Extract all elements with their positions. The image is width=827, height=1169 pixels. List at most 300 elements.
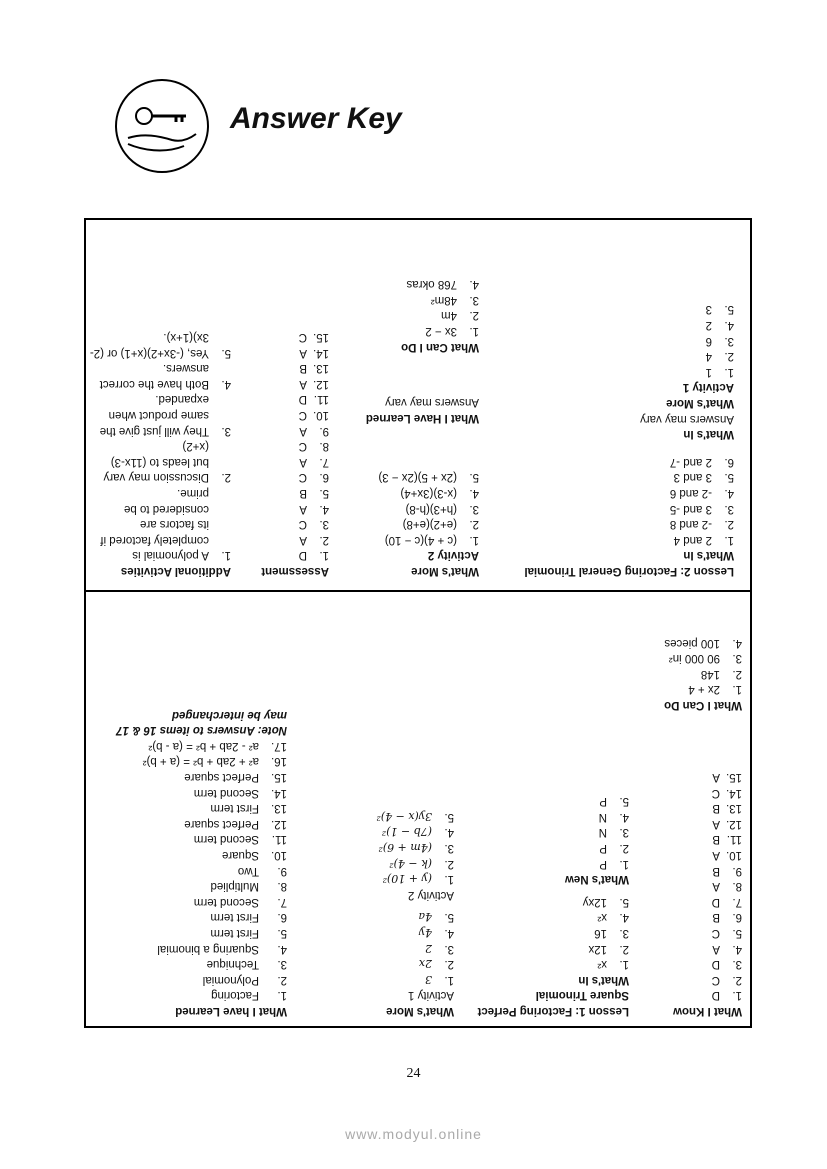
list-item [261,406,329,422]
item-number: 13. [313,362,329,375]
item-number: 10. [271,849,287,862]
whats-more-section [376,808,454,1018]
list-item [107,909,287,925]
item-answer: 1 [705,365,712,378]
list-item [376,839,454,855]
list-item [376,909,454,925]
item-number: 7. [277,895,287,908]
item-number: 8. [277,880,287,893]
item-number: 1. [444,873,454,886]
item-answer: A [299,424,307,437]
note: Note: Answers to items 16 & 17 may be interchanged [116,708,287,737]
item-answer: D [711,958,720,971]
item-number: 2. [724,518,734,531]
key-in-hand-icon [114,78,210,174]
item-number: 15. [726,771,742,784]
item-number: 5. [319,487,329,500]
item-number: 2. [444,958,454,971]
item-number: 1. [277,989,287,1002]
item-number: 5. [221,346,231,359]
item-number: 8. [319,440,329,453]
list-item [524,332,734,348]
item-number: 14. [313,346,329,359]
item-answer: 2 [425,941,432,955]
item-number: 3. [469,502,479,515]
item-answer: Second term [193,786,259,799]
item-answer: Squaring a binomial [157,942,259,955]
list-item [673,971,742,987]
item-answer: Second term [193,895,259,908]
item-number: 2. [444,857,454,870]
item-number: 4. [469,278,479,291]
item-number: 15. [313,331,329,344]
item-number: 2. [724,350,734,363]
item-number: 3. [732,652,742,665]
list-item [376,855,454,871]
item-answer: 16 [594,927,607,940]
item-answer: 4m [441,309,457,322]
item-answer: Yes, (-3x+2)(x+1) or (2-3x)(1+x). [89,331,209,359]
item-answer: 3 [425,972,432,986]
list-item [524,348,734,364]
list-item [107,924,287,940]
list-item [261,484,329,500]
list-item [89,484,231,562]
item-answer: 48m² [430,293,457,306]
item-answer: A [712,942,720,955]
assessment-section [261,329,329,579]
list-item [673,893,742,909]
list-item [478,824,629,840]
item-answer: P [599,842,607,855]
item-number: 11. [726,833,742,846]
item-number: 5. [619,795,629,808]
item-answer: Polynomial [202,973,259,986]
list-item [524,531,734,547]
item-number: 2. [221,471,231,484]
item-number: 4. [469,487,479,500]
item-number: 1. [469,325,479,338]
list-item [478,940,629,956]
list-item [376,940,454,956]
list-item [261,375,329,391]
what-i-can-do-section [664,634,742,712]
list-item [107,831,287,847]
answer-text: Answers may vary [385,396,479,409]
item-answer: Both have the correct answers. [99,362,209,390]
list-item [478,793,629,809]
item-answer: (c + 4)(c − 10) [384,533,457,546]
item-answer: D [298,549,307,562]
list-item [261,500,329,516]
item-number: 6. [732,911,742,924]
section-heading: Additional Activities [120,565,231,577]
list-item [261,344,329,360]
item-number: 4. [732,942,742,955]
list-item [261,547,329,563]
item-number: 8. [732,880,742,893]
item-answer: -2 and 6 [669,487,712,500]
list-item [376,971,454,987]
item-answer: Perfect square [184,771,259,784]
activity-label: Activity 2 [407,888,454,901]
activity-label: Activity 1 [682,381,734,394]
item-answer: P [599,795,607,808]
lesson-title: Lesson 2: Factoring General Trinomial [524,565,734,577]
whats-more-activity2-section [366,276,479,578]
list-item [673,924,742,940]
list-item [107,800,287,816]
section-heading: What Can I Do [401,340,479,353]
item-number: 3. [619,927,629,940]
item-number: 5. [732,927,742,940]
item-answer: 2x + 4 [688,683,720,696]
item-number: 9. [319,424,329,437]
list-item [664,665,742,681]
list-item [673,815,742,831]
item-number: 5. [724,471,734,484]
item-number: 4. [724,319,734,332]
item-answer: C [298,440,307,453]
item-number: 6. [277,911,287,924]
item-answer: (e+2)(e+8) [402,518,457,531]
list-item [107,784,287,800]
list-item [376,824,454,840]
item-number: 4. [732,636,742,649]
list-item [478,909,629,925]
item-number: 3. [319,518,329,531]
item-number: 1. [319,549,329,562]
item-number: 13. [271,802,287,815]
section-heading: What's In [683,428,734,441]
item-answer: B [299,487,307,500]
list-item [107,878,287,894]
item-answer: Multiplied [210,880,259,893]
item-number: 5. [444,810,454,823]
lesson-title: Lesson 1: Factoring Perfect [477,1005,629,1017]
item-number: 4. [277,942,287,955]
item-answer: 100 pieces [664,636,720,649]
item-number: 4. [619,911,629,924]
list-item [89,329,231,360]
item-number: 7. [319,455,329,468]
list-item [261,531,329,547]
list-item [261,453,329,469]
item-answer: (h+3)(h-8) [405,502,457,515]
list-item [107,862,287,878]
list-item [107,956,287,972]
item-answer: A [299,455,307,468]
item-answer: 3 and -5 [669,502,712,515]
section-heading: What's In [578,973,629,986]
item-answer: First term [210,927,259,940]
item-answer: N [598,826,607,839]
section-heading: What I Know [673,1005,742,1017]
activity-label: Activity 1 [407,989,454,1002]
item-number: 11. [271,833,287,846]
item-number: 2. [619,942,629,955]
list-item [261,469,329,485]
item-answer: x² [597,958,607,971]
item-answer: C [298,518,307,531]
list-item [673,956,742,972]
item-answer: A [299,502,307,515]
list-item [261,422,329,438]
item-answer: x² [597,911,607,924]
item-answer: C [711,786,720,799]
list-item [524,469,734,485]
list-item [478,924,629,940]
item-answer: D [298,393,307,406]
list-item [673,846,742,862]
item-number: 4. [619,810,629,823]
item-number: 6. [319,471,329,484]
item-answer: 3y(x − 4)² [376,809,432,823]
list-item [89,438,231,485]
item-number: 14. [271,786,287,799]
item-number: 5. [619,895,629,908]
list-item [524,516,734,532]
activity-label: Activity 2 [427,549,479,562]
item-answer: 2 and -7 [669,455,712,468]
item-answer: B [712,864,720,877]
list-item [366,276,479,292]
item-number: 15. [271,771,287,784]
item-answer: 4 [705,350,712,363]
list-item [366,469,479,485]
item-answer: 6 [705,334,712,347]
item-number: 3. [444,842,454,855]
item-answer: A [712,817,720,830]
item-answer: 2x [418,957,432,971]
list-item [478,855,629,871]
list-item [478,956,629,972]
list-item [524,363,734,379]
item-number: 2. [277,973,287,986]
list-item [478,893,629,909]
item-number: 16. [271,755,287,768]
item-number: 3. [724,502,734,515]
what-i-have-learned-section [107,706,287,1018]
list-item [673,769,742,785]
list-item [107,893,287,909]
list-item [107,940,287,956]
section-heading: What's More [411,565,479,577]
list-item [366,291,479,307]
item-answer: 3 and 3 [673,471,712,484]
item-answer: Second term [193,833,259,846]
item-answer: C [298,409,307,422]
list-item [107,769,287,785]
item-answer: B [712,911,720,924]
list-item [376,956,454,972]
item-number: 3. [277,958,287,971]
item-answer: (k − 4)² [389,856,432,870]
list-item [366,307,479,323]
lesson2-section [524,301,734,578]
item-answer: 12x [588,942,607,955]
list-item [524,484,734,500]
lesson1-panel [86,592,750,1024]
item-answer: Factoring [211,989,259,1002]
item-number: 3. [469,293,479,306]
lesson2-panel [86,220,750,590]
item-answer: A [712,771,720,784]
section-heading: What I Can Do [664,699,742,711]
list-item [366,516,479,532]
lesson-title: Square Trinomial [535,989,629,1002]
item-answer: 3 [705,303,712,316]
list-item [673,940,742,956]
list-item [261,438,329,454]
list-item [664,650,742,666]
item-answer: 148 [700,667,720,680]
item-answer: A [299,533,307,546]
list-item [524,317,734,333]
item-answer: B [712,833,720,846]
item-answer: (7b − 1)² [381,825,432,839]
page-number: 24 [406,1066,421,1081]
item-number: 2. [319,533,329,546]
list-item [366,484,479,500]
list-item [673,909,742,925]
item-answer: 90 000 in² [668,652,720,665]
item-answer: (x-3)(3x+4) [400,487,457,500]
item-answer: (4m + 6)² [378,841,432,855]
item-answer: D [711,895,720,908]
item-number: 3. [444,942,454,955]
page-title: Answer Key [230,102,402,135]
item-number: 1. [732,989,742,1002]
item-number: 2. [732,973,742,986]
section-heading: Assessment [261,565,329,577]
item-answer: N [598,810,607,823]
list-item [664,634,742,650]
item-number: 4. [444,826,454,839]
section-heading: What's In [683,549,734,562]
item-answer: 4y [418,926,432,940]
item-number: 2. [469,309,479,322]
item-number: 2. [732,667,742,680]
item-number: 3. [724,334,734,347]
item-number: 5. [724,303,734,316]
item-answer: -2 and 8 [669,518,712,531]
list-item [673,878,742,894]
item-number: 13. [726,802,742,815]
item-number: 1. [469,533,479,546]
item-number: 1. [724,365,734,378]
item-answer: 12xy [582,895,607,908]
item-answer: First term [210,802,259,815]
item-answer: C [711,927,720,940]
item-number: 6. [724,455,734,468]
item-answer: 4a [418,910,432,924]
list-item [673,784,742,800]
list-item [107,737,287,753]
list-item [673,800,742,816]
item-number: 10. [313,409,329,422]
section-heading: What's More [386,1005,454,1017]
list-item [376,871,454,887]
list-item [478,808,629,824]
section-heading: What I Have Learned [365,411,479,424]
item-answer: A [299,346,307,359]
item-answer: First term [210,911,259,924]
list-item [261,360,329,376]
list-item [524,500,734,516]
item-number: 1. [724,533,734,546]
item-number: 5. [469,471,479,484]
item-number: 7. [732,895,742,908]
item-number: 4. [724,487,734,500]
item-answer: C [298,331,307,344]
item-number: 3. [221,424,231,437]
additional-activities-section [89,329,231,579]
item-number: 2. [619,842,629,855]
item-answer: A polynomial is completely factored if its factors are considered to be prime. [100,487,209,562]
list-item [107,753,287,769]
item-number: 11. [313,393,329,406]
list-item [673,987,742,1003]
item-number: 9. [277,864,287,877]
item-number: 12. [726,817,742,830]
item-answer: a² + 2ab + b² = (a + b)² [142,755,259,768]
list-item [478,839,629,855]
list-item [524,453,734,469]
item-answer: 3x − 2 [425,325,457,338]
watermark: www.modyul.online [345,1126,482,1142]
item-answer: (2x + 5)(2x − 3) [378,471,457,484]
item-number: 1. [732,683,742,696]
list-item [261,516,329,532]
item-number: 1. [444,973,454,986]
item-answer: (y + 10)² [382,872,432,886]
item-answer: 768 okras [406,278,457,291]
answer-text: Answers may vary [640,412,734,425]
item-number: 1. [221,549,231,562]
list-item [89,391,231,438]
section-heading: What's More [666,397,734,410]
item-answer: B [712,802,720,815]
section-heading: What I have Learned [175,1005,287,1017]
item-number: 4. [221,377,231,390]
list-item [107,815,287,831]
list-item [366,500,479,516]
item-answer: A [299,377,307,390]
list-item [376,808,454,824]
list-item [673,862,742,878]
item-answer: Discussion may vary but leads to (11x-3)(x+2) [103,440,209,484]
item-number: 1. [619,857,629,870]
list-item [89,360,231,391]
item-answer: A [712,849,720,862]
item-number: 5. [444,911,454,924]
item-answer: B [299,362,307,375]
list-item [366,531,479,547]
item-answer: C [711,973,720,986]
item-number: 5. [277,927,287,940]
item-answer: Perfect square [184,817,259,830]
item-answer: Square [221,849,259,862]
item-number: 14. [726,786,742,799]
item-answer: A [712,880,720,893]
item-answer: 2 [705,319,712,332]
list-item [376,924,454,940]
item-answer: C [298,471,307,484]
item-answer: Two [237,864,259,877]
item-number: 4. [444,927,454,940]
item-answer: 2 and 4 [673,533,712,546]
